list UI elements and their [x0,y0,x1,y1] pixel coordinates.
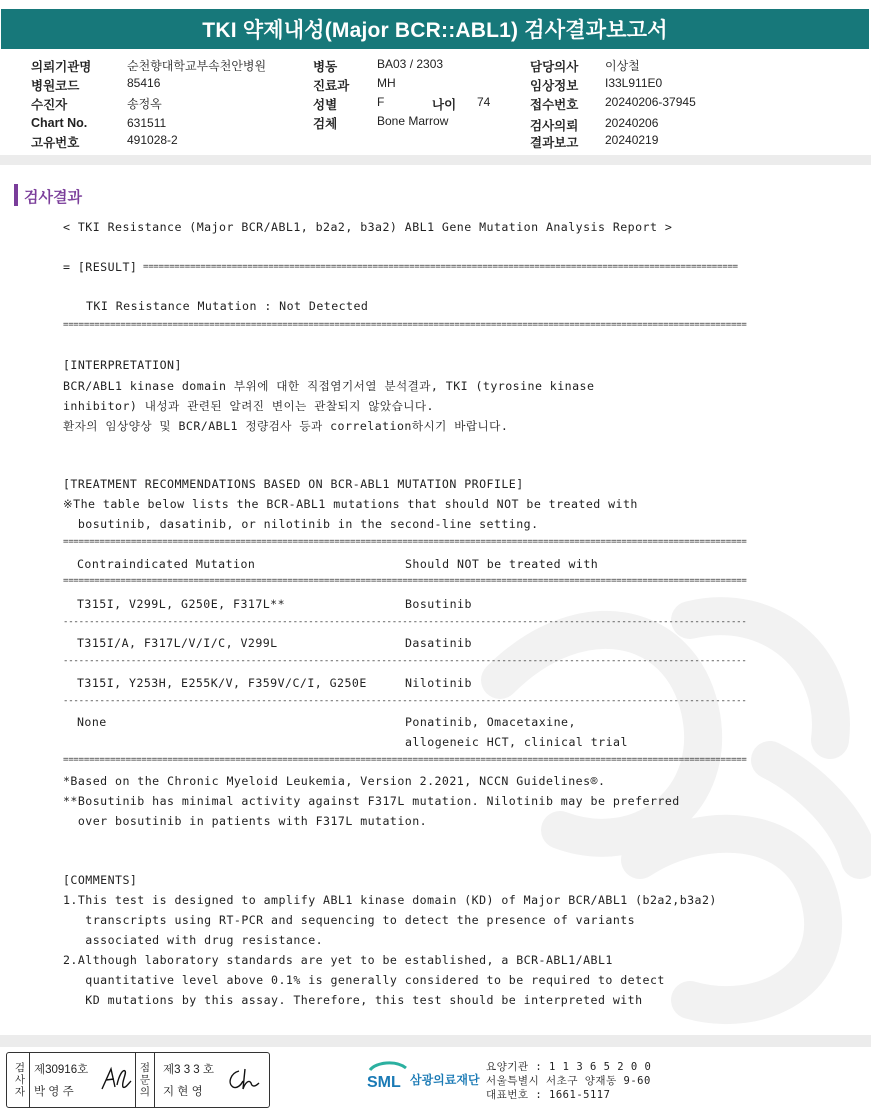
info-label: 진료과 [313,79,350,93]
info-value: 85416 [127,76,161,90]
info-value: I33L911E0 [605,76,663,90]
single-rule: ----------------------------------------------------------------------------------------------------------------------------------- [63,696,747,706]
reviewer-name: 지 현 영 [163,1086,203,1098]
age-label: 나이 [432,98,457,112]
info-value: 이상철 [605,59,640,73]
info-value: Bone Marrow [377,114,449,128]
info-label: 병동 [313,60,338,74]
table-header-drug: Should NOT be treated with [405,557,599,571]
info-label: 결과보고 [530,136,579,150]
info-label: 검사의뢰 [530,119,579,133]
double-rule: =================================================================================================================================== [63,755,747,765]
table-row-drug: Bosutinib [405,597,472,611]
reviewer-signature [225,1065,261,1093]
agency-line: 요양기관 : 1 1 3 6 5 2 0 0 [486,1061,652,1073]
info-label: Chart No. [31,116,88,130]
info-label: 담당의사 [530,60,579,74]
result-label: = [RESULT] [63,260,145,274]
table-row-drug: Dasatinib [405,636,472,650]
footer-divider-band [0,1035,871,1047]
comment-line: KD mutations by this assay. Therefore, this test should be interpreted with [63,993,643,1007]
footnote: *Based on the Chronic Myeloid Leukemia, Version 2.2021, NCCN Guidelines®. [63,774,606,788]
info-value: F [377,95,385,109]
treatment-title: [TREATMENT RECOMMENDATIONS BASED ON BCR-ABL1 MUTATION PROFILE] [63,477,524,491]
examiner-name: 박 영 주 [34,1086,74,1098]
treatment-note: ※The table below lists the BCR-ABL1 mutations that should NOT be treated with [63,497,638,511]
table-row-mutation: None [77,715,107,729]
table-row-mutation: T315I/A, F317L/V/I/C, V299L [77,636,278,650]
single-rule: ----------------------------------------------------------------------------------------------------------------------------------- [63,617,747,627]
info-label: 의뢰기관명 [31,60,92,74]
double-rule: =================================================================================================================================== [63,320,747,330]
organization-name: 삼광의료재단 [410,1073,480,1087]
info-label: 검체 [313,117,338,131]
info-label: 임상정보 [530,79,579,93]
interpretation-line: 환자의 임상양상 및 BCR/ABL1 정량검사 등과 correlation하시기 바랍니다. [63,419,509,433]
table-row-mutation: T315I, V299L, G250E, F317L** [77,597,286,611]
comment-line: quantitative level above 0.1% is generally considered to be required to detect [63,973,665,987]
info-value: 631511 [127,116,167,130]
info-label: 접수번호 [530,98,579,112]
reviewer-label: 점 문 의 [135,1053,155,1107]
info-value: MH [377,76,396,90]
single-rule: ----------------------------------------------------------------------------------------------------------------------------------- [63,656,747,666]
info-label: 고유번호 [31,136,80,150]
footnote: over bosutinib in patients with F317L mutation. [63,814,428,828]
table-header-mutation: Contraindicated Mutation [77,557,256,571]
treatment-note: bosutinib, dasatinib, or nilotinib in the second-line setting. [63,517,539,531]
double-rule: =================================================================================================================================== [63,537,747,547]
info-value: BA03 / 2303 [377,57,444,71]
table-row-drug: Nilotinib [405,676,472,690]
info-label: 성별 [313,98,338,112]
info-label: 병원코드 [31,79,80,93]
double-rule: ================================================================================================================== [143,262,738,272]
info-value: 순천향대학교부속천안병원 [127,59,267,73]
info-label: 수진자 [31,98,68,112]
signature-box [6,1052,270,1108]
table-row-mutation: T315I, Y253H, E255K/V, F359V/C/I, G250E [77,676,367,690]
table-row-drug: Ponatinib, Omacetaxine, [405,715,576,729]
svg-text:SML: SML [367,1074,401,1091]
interpretation-line: BCR/ABL1 kinase domain 부위에 대한 직접염기서열 분석결과, TKI (tyrosine kinase [63,379,595,393]
result-line: TKI Resistance Mutation : Not Detected [86,299,369,313]
info-value: 송정옥 [127,97,162,111]
reviewer-license: 제3 3 3 호 [163,1064,214,1076]
report-header: < TKI Resistance (Major BCR/ABL1, b2a2, b3a2) ABL1 Gene Mutation Analysis Report > [63,220,673,234]
section-marker [14,184,18,206]
interpretation-title: [INTERPRETATION] [63,358,182,372]
comment-line: transcripts using RT-PCR and sequencing to detect the presence of variants [63,913,636,927]
comment-line: 2.Although laboratory standards are yet to be established, a BCR-ABL1/ABL1 [63,953,613,967]
divider-band [0,155,871,165]
agency-line: 대표번호 : 1661-5117 [486,1089,611,1101]
info-value: 20240219 [605,133,659,147]
examiner-license: 제30916호 [34,1064,89,1076]
sml-logo-icon [366,1060,410,1090]
report-title: TKI 약제내성(Major BCR::ABL1) 검사결과보고서 [1,9,869,49]
agency-line: 서울특별시 서초구 양재동 9-60 [486,1075,651,1087]
table-row-drug-continued: allogeneic HCT, clinical trial [405,735,628,749]
examiner-label: 검 사 자 [11,1053,30,1107]
info-value: 20240206 [605,116,659,130]
examiner-signature [99,1063,133,1095]
interpretation-line: inhibitor) 내성과 관련된 알려진 변이는 관찰되지 않았습니다. [63,399,434,413]
double-rule: =================================================================================================================================== [63,576,747,586]
age-value: 74 [477,95,491,109]
footnote: **Bosutinib has minimal activity against F317L mutation. Nilotinib may be preferred [63,794,680,808]
comment-line: associated with drug resistance. [63,933,324,947]
comments-title: [COMMENTS] [63,873,138,887]
info-value: 20240206-37945 [605,95,696,109]
section-title: 검사결과 [24,189,82,206]
info-value: 491028-2 [127,133,178,147]
comment-line: 1.This test is designed to amplify ABL1 kinase domain (KD) of Major BCR/ABL1 (b2a2,b3a2) [63,893,717,907]
